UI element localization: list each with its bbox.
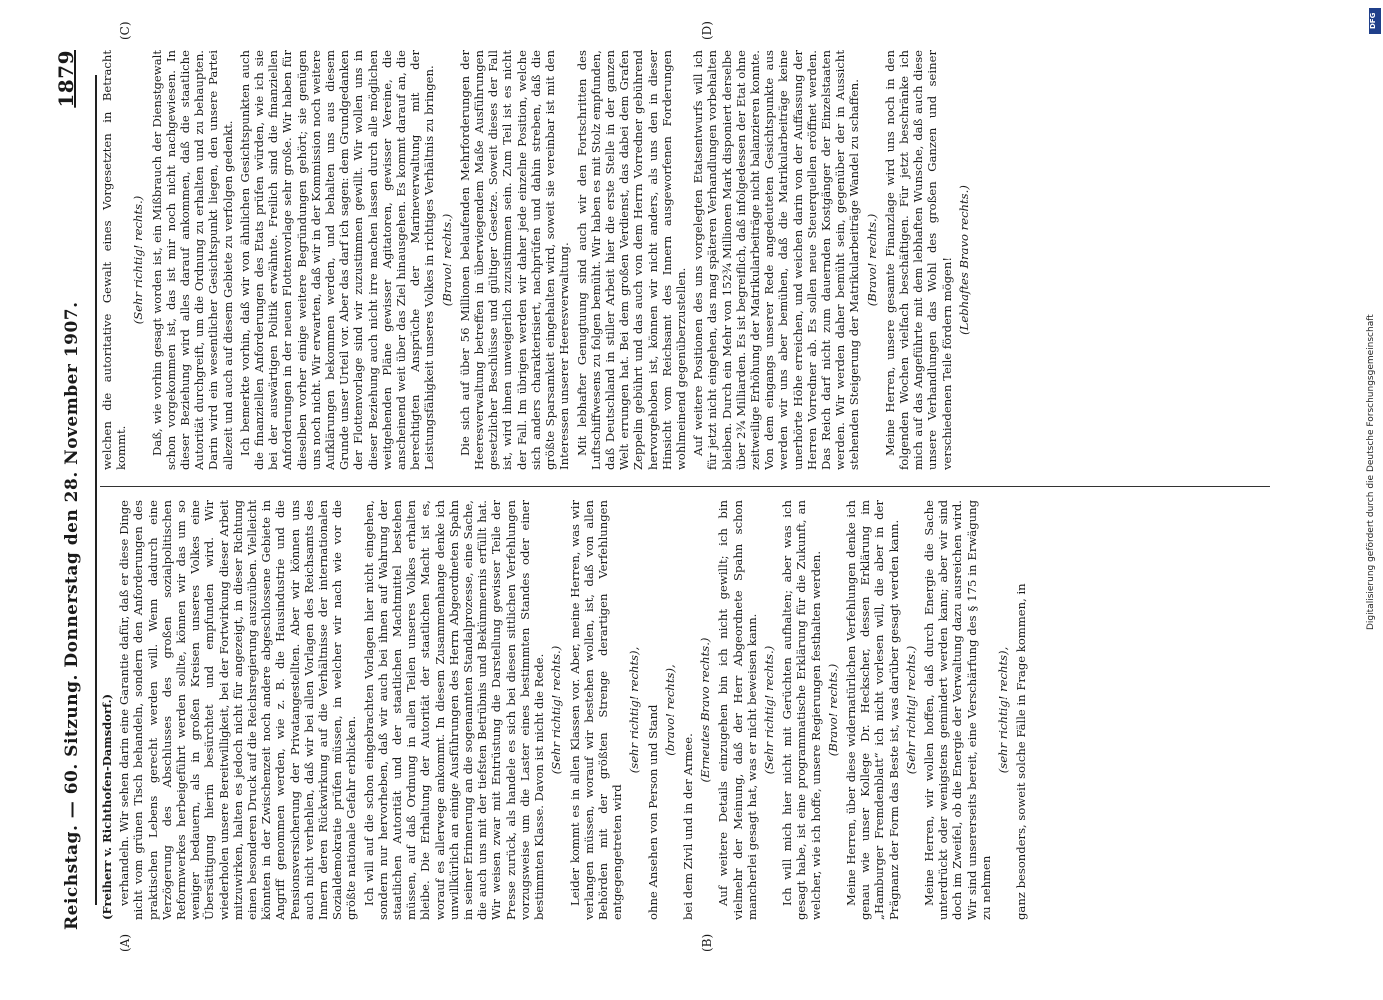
- paragraph: Ich bemerkte vorhin, daß wir von ähnlichen Gesichtspunkten auch die finanziellen Anforderungen des Etats prüfen würden, wie ich sie bei der auswärtigen Politik erwähnte. Freilich sind die finanziellen Anforderungen in der neuen Flottenvorlage sehr große. Wir haben für dieselben vorher einige weitere Begründungen gehört; sie genügen uns noch nicht. Wir erwarten, daß wir in der Kommission noch weitere Aufklärungen bekommen werden, und behalten uns aus diesem Grunde unser Urteil vor. Aber das darf ich sagen: dem Grundgedanken der Flottenvorlage sind wir zuzustimmen gewillt. Wir wollen uns in dieser Beziehung auch nicht irre machen lassen durch alle möglichen weitgehenden Pläne gewisser Agitatoren, gewisser Vereine, die anscheinend weit über das Ziel hinausgehen. Es kommt darauf an, die berechtigten Ansprüche der Marineverwaltung mit der Leistungsfähigkeit unseres Volkes in richtiges Verhältnis zu bringen.: [237, 50, 437, 470]
- margin-marker-c: (C): [118, 21, 132, 40]
- paragraph: Die sich auf über 56 Millionen belaufenden Mehrforderungen der Heeresverwaltung betreffen in überwiegendem Maße Ausführungen gesetzlicher Beschlüsse und gültiger Gesetze. Soweit dieses der Fall ist, wird ihnen unweigerlich zuzustimmen sein. Zum Teil ist es nicht der Fall. Im übrigen werden wir daher jede einzelne Position, welche sich anders charakterisiert, nachprüfen und dahin streben, daß die größte Sparsamkeit eingehalten wird, soweit sie vereinbar ist mit den Interessen unserer Heeresverwaltung.: [457, 50, 572, 470]
- interjection: (Sehr richtig! rechts.): [549, 645, 564, 775]
- paragraph: Auf weitere Positionen des uns vorgelegten Etatsentwurfs will ich für jetzt nicht eingehen, das mag späteren Verhandlungen vorbehalten bleiben. Durch ein Mehr von 152¾ Millionen Mark disponiert derselbe über 2¾ Milliarden. Es ist begreiflich, daß infolgedessen der Etat ohne zeitweilige Erhöhung der Matrikularbeiträge nicht balanzieren konnte. Von dem eingangs unserer Rede angedeuteten Gesichtspunkte aus werden wir uns aber bemühen, daß die Matrikularbeiträge keine unerhörte Höhe erreichen, und weichen darin von der Auffassung der Herren Vorredner ab. Es sollen neue Steuerquellen eröffnet werden. Das Reich darf nicht zum dauernden Kostgänger der Einzelstaaten werden. Wir werden daher bemüht sein, gegenüber der in Aussicht stehenden Steigerung der Matrikularbeiträge Wandel zu schaffen.: [691, 50, 862, 470]
- interjection: (Bravo! rechts.): [864, 213, 879, 307]
- interjection: (bravo! rechts),: [662, 664, 677, 756]
- left-column: [100, 500, 1280, 920]
- paragraph: Mit lebhafter Genugtuung sind auch wir den Fortschritten des Luftschiffwesens zu folgen bemüht. Wir haben es mit Stolz empfunden, daß Deutschland in stiller Arbeit hier die erste Stelle in der ganzen Welt errungen hat. Bei dem großen Verdienst, das dabei dem Grafen Zeppelin gebührt und das auch von dem Herrn Vorredner gebührend hervorgehoben ist, können wir nicht anders, als uns den in dieser Hinsicht vom Reichsamt des Innern ausgeworfenen Forderungen wohlmeinend gegenüberzustellen.: [574, 50, 688, 470]
- interjection: (Sehr richtig! rechts.): [761, 645, 776, 775]
- interjection: (Sehr richtig! rechts.): [903, 645, 918, 775]
- paragraph: bei dem Zivil und in der Armee.: [680, 733, 695, 920]
- right-column: [100, 50, 1280, 470]
- page-header: [52, 50, 92, 930]
- paragraph: ohne Ansehen von Person und Stand: [645, 704, 660, 920]
- paragraph: Auf weitere Details einzugehen bin ich nicht gewillt; ich bin vielmehr der Meinung, daß der Herr Abgeordnete Spahn schon mancherlei gesagt hat, was er nicht beweisen kann.: [716, 500, 759, 920]
- digitization-note: Digitalisierung gefördert durch die Deutsche Forschungsgemeinschaft: [1366, 314, 1376, 630]
- interjection: (sehr richtig! rechts),: [995, 646, 1010, 774]
- interjection: (sehr richtig! rechts),: [627, 646, 642, 774]
- interjection: (Erneutes Bravo rechts.): [698, 637, 713, 783]
- dfg-logo: DFG: [1369, 8, 1381, 34]
- paragraph: Meine Herren, wir wollen hoffen, daß durch Energie die Sache unterdrückt oder wenigstens gemindert werden kann; aber wir sind doch im Zweifel, ob die Energie der Verwaltung dazu ausreichen wird. Wir sind unsererseits bereit, eine Verschärfung des § 175 in Erwägung zu nehmen: [921, 500, 993, 920]
- margin-marker-a: (A): [118, 933, 132, 952]
- header-rule: [95, 75, 97, 905]
- paragraph: Daß, wie vorhin gesagt worden ist, ein Mißbrauch der Dienstgewalt schon vorgekommen ist, das ist mir noch nicht nachgewiesen. In dieser Beziehung wird alles darauf ankommen, daß die staatliche Autorität durchgreift, um die Ordnung zu erhalten und zu behaupten. Darin wird ein wesentlicher Gesichtspunkt liegen, den unsere Partei allezeit und auch auf diesem Gebiete zu verfolgen gedenkt.: [149, 50, 235, 470]
- interjection: (Bravo! rechts.): [439, 213, 454, 307]
- interjection: (Lebhaftes Bravo rechts.): [956, 185, 971, 335]
- interjection: (Bravo! rechts.): [825, 663, 840, 757]
- paragraph: ganz besonders, soweit solche Fälle in Frage kommen, in: [1014, 583, 1029, 920]
- paragraph: verhandeln. Wir sehen darin eine Garantie dafür, daß er diese Dinge nicht vom grünen Tisch behandeln, sondern den Anforderungen des praktischen Lebens gerecht werden will. Wenn dadurch eine Verzögerung des Abschlusses des großen sozialpolitischen Reformwerkes herbeigeführt werden sollte, können wir das um so weniger bedauern, als in großen Kreisen unseres Volkes eine Übersättigung hierin besürchtet und empfunden wird. Wir wiederholen unsere Bereitwilligkeit, bei der Fortwirkung dieser Arbeit mitzuwirken, halten es jedoch nicht für angezeigt, in dieser Richtung einen besonderen Druck auf die Reichsregierung auszuüben. Vielleicht könnten in der Zwischenzeit noch andere abgeschlossene Gebiete in Angriff genommen werden, wie z. B. die Hausindustrie und die Pensionsversicherung der Privatangestellten. Aber wir können uns auch nicht verhehlen, daß wir bei allen Vorlagen des Reichsamts des Innern deren Rückwirkung auf die Verhältnisse der internationalen Sozialdemokratie prüfen müssen, in welcher wir nach wie vor die größte nationale Gefahr erblicken.: [117, 500, 359, 920]
- margin-marker-b: (B): [700, 933, 714, 952]
- paragraph: Meine Herren, über diese widernatürlichen Verfehlungen denke ich genau wie unser Kollege Dr. Heckscher, dessen Erklärung im „Hamburger Fremdenblatt“ ich nicht vorlesen will, die aber in der Prägnanz der Form das Beste ist, was darüber gesagt werden kann.: [843, 500, 901, 920]
- margin-marker-d: (D): [700, 21, 714, 40]
- paragraph: welchen die autoritative Gewalt eines Vorgesetzten in Betracht kommt.: [100, 50, 129, 470]
- paragraph: Ich will auf die schon eingebrachten Vorlagen hier nicht eingehen, sondern nur hervorheben, daß wir auch bei ihnen auf Wahrung der staatlichen Autorität und der staatlichen Machtmittel bestehen müssen, auf daß Ordnung in allen Teilen unseres Volkes erhalten bleibe. Die Erhaltung der Autorität der staatlichen Macht ist es, worauf es allerwege ankommt. In diesem Zusammenhange denke ich unwillkürlich an einige Ausführungen des Herrn Abgeordneten Spahn in seiner Erinnerung an die sogenannten Standalprozesse, eine Sache, die auch uns mit der tiefsten Betrübnis und Bekümmernis erfüllt hat. Wir weisen zwar mit Entrüstung die Darstellung gewisser Teile der Presse zurück, als handele es sich bei diesen sittlichen Verfehlungen vorzugsweise um die Laster eines bestimmten Standes oder einer bestimmten Klasse. Davon ist nicht die Rede.: [361, 500, 547, 920]
- interjection: (Sehr richtig! rechts.): [131, 195, 146, 325]
- column-divider: [100, 486, 1270, 487]
- paragraph: Ich will mich hier nicht mit Gerüchten aufhalten; aber was ich gesagt habe, ist eine programmatische Erklärung für die Zukunft, an welcher, wie ich hoffe, unsere Regierungen festhalten werden.: [780, 500, 823, 920]
- speaker-name: (Freiherr v. Richthofen-Damsdorf.): [100, 693, 114, 920]
- paragraph: Meine Herren, unsere gesamte Finanzlage wird uns noch in den folgenden Wochen vielfach beschäftigen. Für jetzt beschränke ich mich auf das Angeführte mit dem lebhaften Wunsche, daß auch diese unsere Verhandlungen das Wohl des großen Ganzen und seiner verschiedenen Teile fördern mögen!: [882, 50, 954, 470]
- page-number: 1879: [54, 50, 78, 108]
- paragraph: Leider kommt es in allen Klassen vor. Aber, meine Herren, was wir verlangen müssen, worauf wir bestehen wollen, ist, daß von allen Behörden mit der größten Strenge derartigen Verfehlungen entgegengetreten wird: [567, 500, 625, 920]
- header-title: Reichstag. — 60. Sitzung. Donnerstag den 28. November 1907.: [62, 301, 82, 930]
